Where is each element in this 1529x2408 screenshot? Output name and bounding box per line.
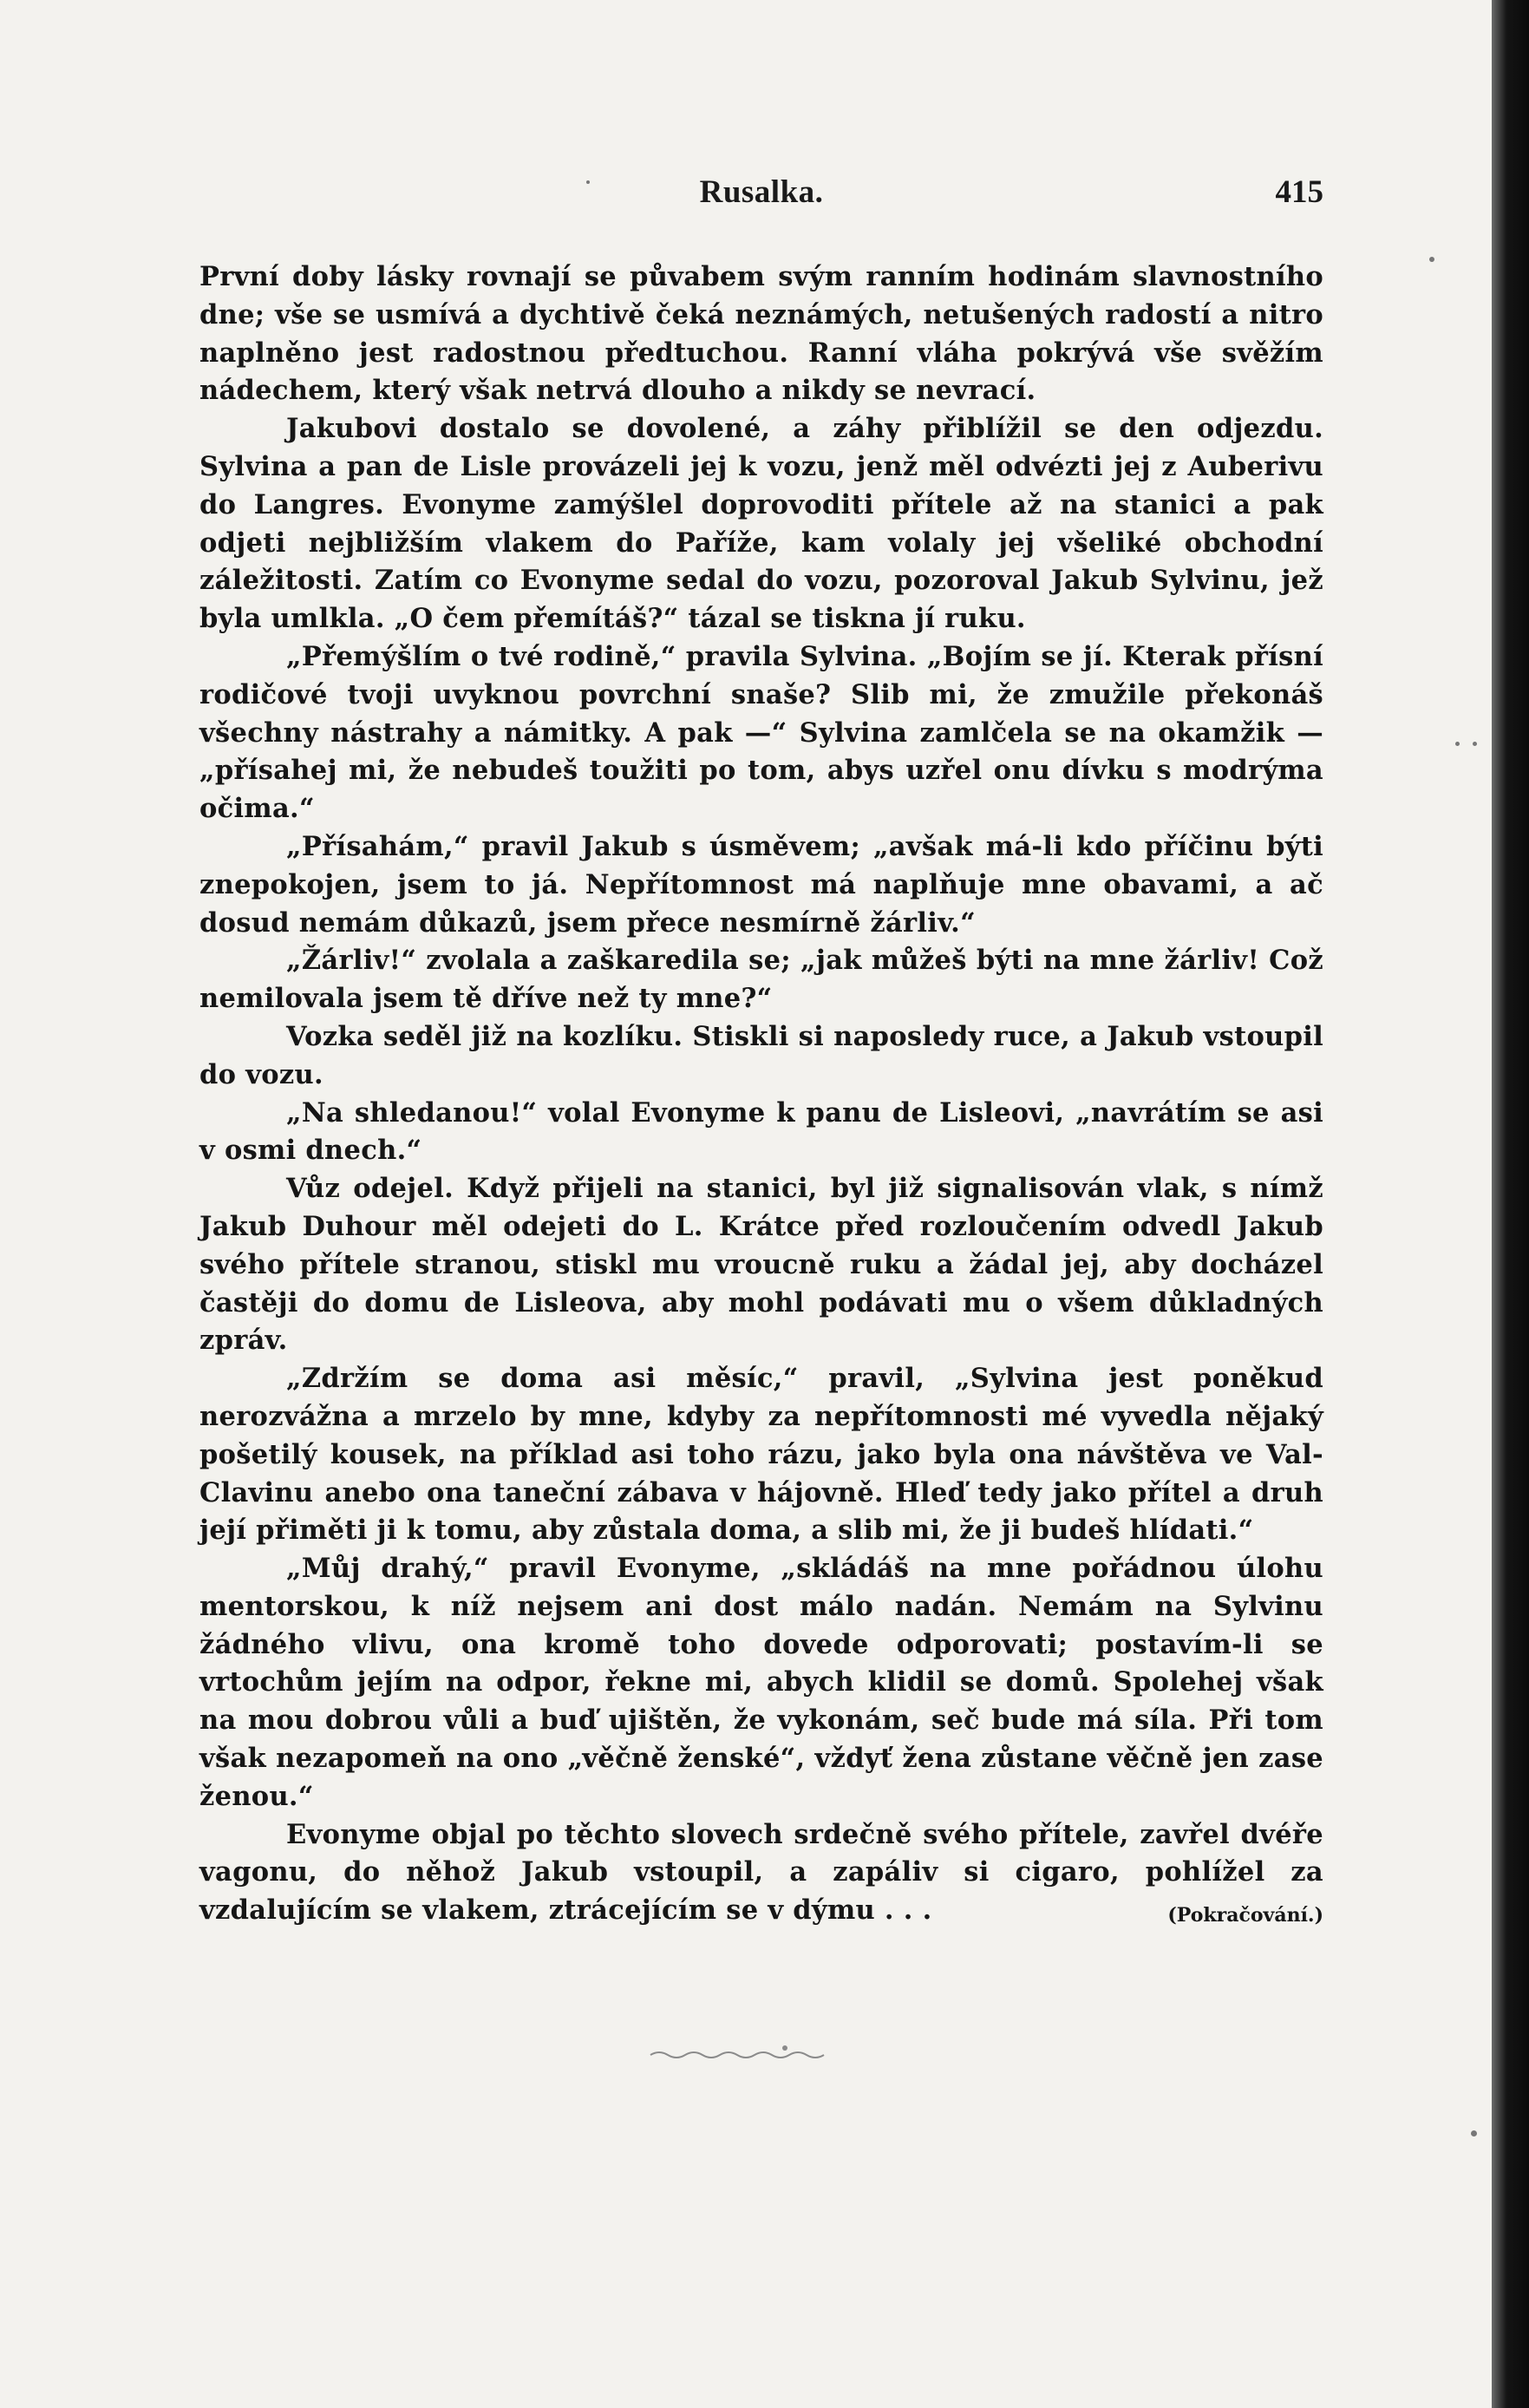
paper-speck (586, 180, 590, 184)
page-number: 415 (1275, 174, 1323, 210)
paragraph: Vozka seděl již na kozlíku. Stiskli si naposledy ruce, a Jakub vstoupil do vozu. (199, 1020, 1323, 1090)
paper-speck (1429, 257, 1434, 262)
paper-speck (1473, 742, 1477, 746)
paragraph: Vůz odejel. Když přijeli na stanici, byl již signalisován vlak, s nímž Jakub Duhour měl odejeti do L. Krátce před rozloučením odvedl Jakub svého přítele stranou, stiskl mu vroucně ruku a žádal jej, aby docházel častěji do domu de Lisleova, aby mohl podávati mu o všem důkladných zpráv. (199, 1173, 1323, 1357)
paper-speck (1471, 2130, 1477, 2136)
continuation-note: (Pokračování.) (1167, 1904, 1323, 1927)
end-ornament-icon (646, 2045, 837, 2062)
paragraph: „Přísahám,“ pravil Jakub s úsměvem; „avšak má-li kdo příčinu býti znepokojen, jsem to já. Nepřítomnost má naplňuje mne obavami, a ač dosud nemám důkazů, jsem přece nesmírně žárliv.“ (199, 830, 1323, 939)
paragraph-final-text: Evonyme objal po těchto slovech srdečně svého přítele, zavřel dvéře vagonu, do něhož Jakub vstoupil, a zapáliv si cigaro, pohlížel za vzdalujícím se vlakem, ztrácejícím se v dýmu . . . (199, 1818, 1323, 1927)
body-text (199, 258, 1323, 1935)
paragraph: První doby lásky rovnají se půvabem svým ranním hodinám slavnostního dne; vše se usmívá a dychtivě čeká neznámých, netušených radostí a nitro naplněno jest radostnou předtuchou. Ranní vláha pokrývá vše svěžím nádechem, který však netrvá dlouho a nikdy se nevrací. (199, 261, 1323, 407)
paragraph: „Zdržím se doma asi měsíc,“ pravil, „Sylvina jest poněkud nerozvážna a mrzelo by mne, kdyby za nepřítomnosti mé vyvedla nějaký pošetilý kousek, na příklad asi toho rázu, jako byla ona návštěva ve Val-Clavinu anebo ona taneční zábava v hájovně. Hleď tedy jako přítel a druh její přiměti ji k tomu, aby zůstala doma, a slib mi, že ji budeš hlídati.“ (199, 1363, 1323, 1547)
paragraph: „Můj drahý,“ pravil Evonyme, „skládáš na mne pořádnou úlohu mentorskou, k níž nejsem ani dost málo nadán. Nemám na Sylvinu žádného vlivu, ona kromě toho dovede odporovati; postavím-li se vrtochům jejím na odpor, řekne mi, abych klidil se domů. Spolehej však na mou dobrou vůli a buď ujištěn, že vykonám, seč bude má síla. Při tom však nezapomeň na ono „věčně ženské“, vždyť žena zůstane věčně jen zase ženou.“ (199, 1553, 1323, 1812)
paragraph: „Přemýšlím o tvé rodině,“ pravila Sylvina. „Bojím se jí. Kterak přísní rodičové tvoji uvyknou povrchní snaše? Slib mi, že zmužile překonáš všechny nástrahy a námitky. A pak —“ Sylvina zamlčela se na okamžik — „přísahej mi, že nebudeš toužiti po tom, abys uzřel onu dívku s modrýma očima.“ (199, 640, 1323, 825)
page-header (199, 173, 1323, 217)
paragraph: „Žárliv!“ zvolala a zaškaredila se; „jak můžeš býti na mne žárliv! Což nemilovala jsem tě dříve než ty mne?“ (199, 945, 1323, 1015)
paragraph-final (199, 1816, 1323, 1930)
paragraph: Jakubovi dostalo se dovolené, a záhy přiblížil se den odjezdu. Sylvina a pan de Lisle provázeli jej k vozu, jenž měl odvézti jej z Auberivu do Langres. Evonyme zamýšlel doprovoditi přítele až na stanici a pak odjeti nejbližším vlakem do Paříže, kam volaly jej všeliké obchodní záležitosti. Zatím co Evonyme sedal do vozu, pozoroval Jakub Sylvinu, jež byla umlkla. „O čem přemítáš?“ tázal se tiskna jí ruku. (199, 413, 1323, 635)
page-edge-shadow (1492, 0, 1529, 2408)
paragraph: „Na shledanou!“ volal Evonyme k panu de Lisleovi, „navrátím se asi v osmi dnech.“ (199, 1096, 1323, 1167)
running-title: Rusalka. (699, 174, 824, 210)
paper-speck (1455, 742, 1460, 746)
